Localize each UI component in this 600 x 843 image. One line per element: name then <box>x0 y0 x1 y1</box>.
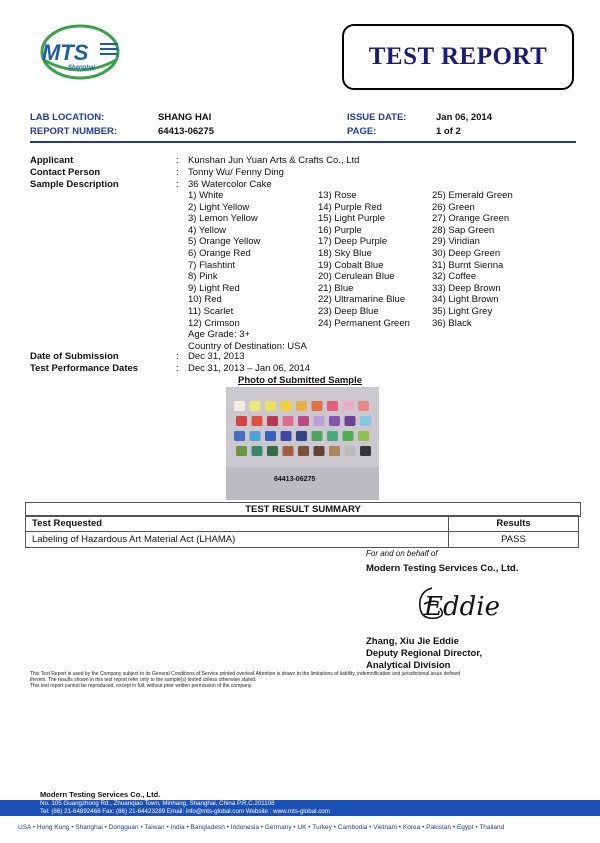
summary-table <box>25 515 579 548</box>
list-item: 5) Orange Yellow <box>188 236 261 248</box>
disclaimer-line: This test report cannot be reproduced, except in full, without prior written permission of the company. <box>30 683 253 689</box>
report-title: TEST REPORT <box>368 43 548 70</box>
contact-label: Contact Person <box>30 167 101 178</box>
list-item: 9) Light Red <box>188 282 240 294</box>
list-item: 24) Permanent Green <box>318 317 410 329</box>
list-item: 7) Flashtint <box>188 259 235 271</box>
sample-value: 36 Watercolor Cake <box>188 179 272 190</box>
list-item: 28) Sap Green <box>432 224 495 236</box>
list-item: 15) Light Purple <box>318 213 386 225</box>
list-item: 25) Emerald Green <box>432 190 513 201</box>
list-item: 18) Sky Blue <box>318 247 372 259</box>
country-destination: Country of Destination: USA <box>188 340 307 352</box>
list-item: 27) Orange Green <box>432 213 510 225</box>
list-item: 2) Light Yellow <box>188 201 250 213</box>
footer-company: Modern Testing Services Co., Ltd. <box>40 790 161 799</box>
watercolor-cake <box>360 416 371 426</box>
list-item: 33) Deep Brown <box>432 282 501 294</box>
contact-value: Tonny Wu/ Fenny Ding <box>188 167 284 178</box>
footer-address: No. 105 Guangzhong Rd., Zhuanqiao Town, Minhang, Shanghai, China P.R.C.201108 <box>40 800 275 807</box>
watercolor-cake <box>267 446 278 456</box>
list-item: 36) Black <box>432 317 472 329</box>
contact-colon: : <box>176 167 179 178</box>
color-list-col2 <box>318 190 410 329</box>
signoff-company: Modern Testing Services Co., Ltd. <box>366 563 519 574</box>
list-item: 13) Rose <box>318 190 357 201</box>
list-item: 8) Pink <box>188 271 218 283</box>
list-item: 19) Cobalt Blue <box>318 259 384 271</box>
color-list-col1 <box>188 190 307 352</box>
list-item: 35) Light Grey <box>432 305 493 317</box>
list-item: 23) Deep Blue <box>318 305 379 317</box>
applicant-label: Applicant <box>30 155 74 166</box>
watercolor-cake <box>358 431 369 441</box>
watercolor-cake <box>358 401 369 411</box>
photo-caption: 64413-06275 <box>274 476 316 483</box>
watercolor-cake <box>283 416 294 426</box>
footer-countries: USA • Hong Kong • Shanghai • Dongguan • Taiwan • India • Bangladesh • Indonesia • Germany • UK • Turkey • Cambodia • Vietnam • Korea • Pakistan • Egypt • Thailand <box>18 824 505 831</box>
watercolor-cake <box>314 416 325 426</box>
watercolor-cake <box>296 431 307 441</box>
signer-title1: Deputy Regional Director, <box>366 648 483 659</box>
footer-contact: Tel: (86) 21-64892468 Fax: (86) 21-64423289 Email: info@mts-global.com Website : www.mts-global.com <box>40 808 330 815</box>
watercolor-cake <box>234 401 245 411</box>
watercolor-cake <box>252 446 263 456</box>
list-item: 22) Ultramarine Blue <box>318 294 406 306</box>
applicant-value: Kunshan Jun Yuan Arts & Crafts Co., Ltd <box>188 155 360 166</box>
signer-name: Zhang, Xiu Jie Eddie <box>366 636 459 647</box>
disclaimer-line: therein. The results shown in this test report refer only to the sample(s) tested unless otherwise stated. <box>30 677 257 683</box>
watercolor-cake <box>312 431 323 441</box>
list-item: 30) Deep Green <box>432 247 501 259</box>
lab-location-label: LAB LOCATION: <box>30 112 105 123</box>
mts-logo <box>30 22 130 82</box>
report-number-label: REPORT NUMBER: <box>30 126 118 137</box>
list-item: 6) Orange Red <box>188 247 251 259</box>
test-requested-cell: Labeling of Hazardous Art Material Act (LHAMA) <box>26 532 449 548</box>
watercolor-cake <box>345 446 356 456</box>
watercolor-cake <box>250 401 261 411</box>
performance-label: Test Performance Dates <box>30 363 139 374</box>
report-title-box <box>342 24 574 90</box>
watercolor-cake <box>343 401 354 411</box>
watercolor-cake <box>298 446 309 456</box>
watercolor-cake <box>327 401 338 411</box>
photo-title: Photo of Submitted Sample <box>238 375 363 386</box>
watercolor-cake <box>281 401 292 411</box>
list-item: 34) Light Brown <box>432 294 499 306</box>
watercolor-cake <box>314 446 325 456</box>
disclaimer <box>30 671 575 689</box>
watercolor-cake <box>281 431 292 441</box>
logo-sub: Shanghai <box>68 65 96 71</box>
page-value: 1 of 2 <box>436 126 461 137</box>
watercolor-cake <box>298 416 309 426</box>
table-row <box>26 516 579 532</box>
disclaimer-line: This Test Report is used by the Company subject to its General Conditions of Service printed overleaf.Attention is drawn to the limitations of liability, indemnification and jurisdictional issue defined <box>30 671 461 677</box>
submission-colon: : <box>176 351 179 362</box>
signer-title2: Analytical Division <box>366 660 451 671</box>
list-item: 3) Lemon Yellow <box>188 213 258 225</box>
watercolor-cake <box>265 401 276 411</box>
watercolor-cake <box>236 416 247 426</box>
list-item: 14) Purple Red <box>318 201 382 213</box>
list-item: 1) White <box>188 190 224 201</box>
logo-name: MTS <box>42 40 89 65</box>
list-item: 20) Cerulean Blue <box>318 271 395 283</box>
watercolor-cake <box>343 431 354 441</box>
header-divider <box>30 141 576 143</box>
watercolor-cake <box>252 416 263 426</box>
watercolor-cake <box>234 431 245 441</box>
watercolor-cake <box>265 431 276 441</box>
sample-photo <box>226 387 379 500</box>
signature-image <box>410 578 530 628</box>
watercolor-cake <box>267 416 278 426</box>
watercolor-cake <box>296 401 307 411</box>
issue-date-label: ISSUE DATE: <box>347 112 407 123</box>
sample-colon: : <box>176 179 179 190</box>
sample-label: Sample Description <box>30 179 119 190</box>
watercolor-cake <box>327 431 338 441</box>
col-results: Results <box>449 516 579 532</box>
list-item: 16) Purple <box>318 224 362 236</box>
result-cell: PASS <box>449 532 579 548</box>
watercolor-cake <box>312 401 323 411</box>
performance-value: Dec 31, 2013 – Jan 06, 2014 <box>188 363 311 374</box>
submission-label: Date of Submission <box>30 351 119 362</box>
sample-photo-image <box>226 387 379 500</box>
watercolor-cake <box>283 446 294 456</box>
list-item: 12) Crimson <box>188 317 240 329</box>
submission-value: Dec 31, 2013 <box>188 351 245 362</box>
watercolor-cake <box>329 446 340 456</box>
report-number-value: 64413-06275 <box>158 126 214 137</box>
watercolor-cake <box>329 416 340 426</box>
signature-text: Eddie <box>424 592 500 622</box>
list-item: 4) Yellow <box>188 224 227 236</box>
age-grade: Age Grade: 3+ <box>188 329 251 341</box>
watercolor-cake <box>236 446 247 456</box>
table-row <box>26 532 579 548</box>
performance-colon: : <box>176 363 179 374</box>
list-item: 31) Burnt Sienna <box>432 259 504 271</box>
issue-date-value: Jan 06, 2014 <box>436 112 492 123</box>
behalf-text: For and on behalf of <box>366 549 438 558</box>
list-item: 29) Viridian <box>432 236 480 248</box>
list-item: 11) Scarlet <box>188 305 234 317</box>
watercolor-cake <box>345 416 356 426</box>
applicant-colon: : <box>176 155 179 166</box>
list-item: 21) Blue <box>318 282 354 294</box>
page-label: PAGE: <box>347 126 377 137</box>
list-item: 32) Coffee <box>432 271 477 283</box>
color-list-col3 <box>432 190 513 329</box>
col-requested: Test Requested <box>26 516 449 532</box>
list-item: 17) Deep Purple <box>318 236 388 248</box>
summary-title: TEST RESULT SUMMARY <box>25 502 581 517</box>
list-item: 26) Green <box>432 201 475 213</box>
watercolor-cake <box>360 446 371 456</box>
list-item: 10) Red <box>188 294 222 306</box>
lab-location-value: SHANG HAI <box>158 112 212 123</box>
watercolor-cake <box>250 431 261 441</box>
